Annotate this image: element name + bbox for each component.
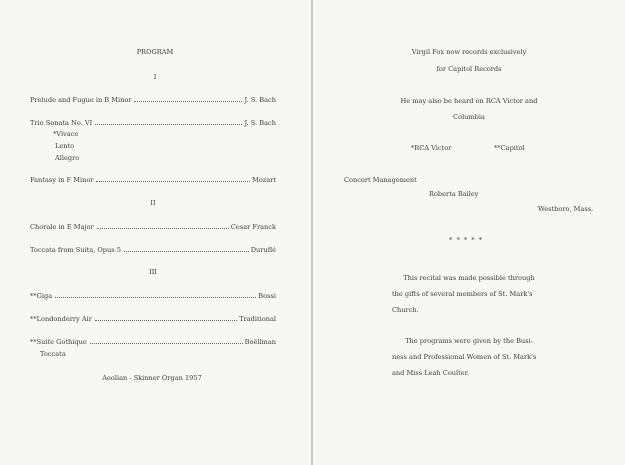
program-item-chorale: [30, 222, 276, 231]
item-composer: Traditional: [239, 315, 276, 323]
program-item-trio: [30, 118, 276, 127]
movement-1: *Vivace: [53, 130, 79, 138]
item-title: Trio Sonata No. VI: [30, 119, 93, 127]
programs-line-3: and Miss Leah Coulter.: [392, 369, 470, 377]
heard-line-1: He may also be heard on RCA Victor and: [400, 97, 538, 105]
section-marker-2: II: [150, 199, 156, 207]
program-item-gothique: [30, 337, 276, 346]
left-page: [0, 0, 311, 465]
program-item-prelude: [30, 95, 276, 104]
item-composer: Boëllman: [244, 338, 276, 346]
item-composer: J. S. Bach: [244, 96, 276, 104]
programs-line-2: ness and Professional Women of St. Mark's: [392, 353, 537, 361]
program-item-toccata: [30, 245, 276, 254]
item-title: Prelude and Fugue in B Minor: [30, 96, 132, 104]
leader-dots: [124, 251, 249, 252]
item-composer: Bossi: [258, 292, 276, 300]
divider-stars: * * * * *: [449, 236, 483, 244]
records-line-1: Virgil Fox now records exclusively: [411, 48, 527, 56]
leader-dots: [95, 124, 242, 125]
leader-dots: [96, 181, 250, 182]
item-title: **Giga: [30, 292, 53, 300]
program-item-giga: [30, 291, 276, 300]
item-title: Toccata from Suita, Opus 5: [30, 246, 121, 254]
item-composer: J. S. Bach: [244, 119, 276, 127]
section-marker-3: III: [149, 268, 157, 276]
leader-dots: [134, 101, 242, 102]
item-composer: Cesar Franck: [230, 223, 276, 231]
records-line-2: for Capitol Records: [436, 65, 502, 73]
program-heading: PROGRAM: [136, 48, 174, 56]
leader-dots: [90, 343, 243, 344]
rca-label: *RCA Victor: [411, 144, 452, 152]
organ-credit: Aeolian - Skinner Organ 1957: [102, 374, 202, 382]
capitol-label: **Capitol: [494, 144, 525, 152]
gothique-movement: Toccata: [40, 350, 66, 358]
management-label: Concert Management: [344, 176, 417, 184]
recital-line-1: This recital was made possible through: [403, 274, 535, 282]
heard-line-2: Columbia: [453, 113, 485, 121]
item-title: Fantasy in F Minor: [30, 176, 94, 184]
leader-dots: [97, 228, 229, 229]
item-composer: Duruflé: [250, 246, 276, 254]
recital-line-3: Church.: [392, 306, 419, 314]
manager-town: Westboro, Mass.: [538, 205, 594, 213]
leader-dots: [55, 297, 256, 298]
leader-dots: [95, 320, 237, 321]
movement-2: Lento: [55, 142, 75, 150]
recital-line-2: the gifts of several members of St. Mark's: [392, 290, 533, 298]
manager-name: Roberta Bailey: [429, 190, 479, 198]
programs-line-1: The programs were given by the Busi-: [405, 337, 533, 345]
item-title: **Londonderry Air: [30, 315, 92, 323]
item-title: Chorale in E Major: [30, 223, 94, 231]
program-item-londonderry: [30, 314, 276, 323]
program-item-fantasy: [30, 175, 276, 184]
item-title: **Suite Gothique: [30, 338, 87, 346]
item-composer: Mozart: [252, 176, 276, 184]
movement-3: Allegro: [55, 154, 80, 162]
section-marker-1: I: [153, 73, 157, 81]
right-page: [313, 0, 625, 465]
